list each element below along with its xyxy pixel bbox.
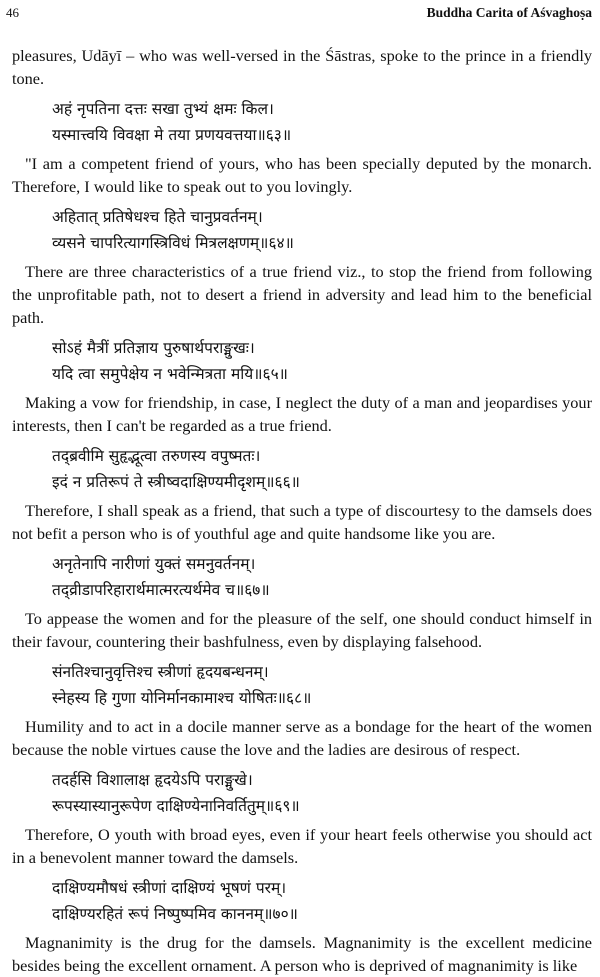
page-number: 46 [6, 5, 19, 20]
sanskrit-verse-66 [12, 443, 592, 495]
paragraph: Humility and to act in a docile manner serve as a bondage for the heart of the women because the noble virtues cause the love and the ladies are desirous of respect. [12, 717, 592, 759]
sanskrit-verse-63 [12, 96, 592, 148]
page-body [12, 44, 592, 977]
verse-line: अनृतेनापि नारीणां युक्तं समनुवर्तनम्। [52, 555, 256, 573]
verse-line: दाक्षिण्यमौषधं स्त्रीणां दाक्षिण्यं भूषणं परम्। [52, 879, 287, 897]
sanskrit-verse-65 [12, 335, 592, 387]
sanskrit-verse-70 [12, 875, 592, 927]
verse-line: संनतिश्चानुवृत्तिश्च स्त्रीणां हृदयबन्धनम्। [52, 663, 269, 681]
paragraph: Therefore, O youth with broad eyes, even if your heart feels otherwise you should act in a benevolent manner toward the damsels. [12, 825, 592, 867]
running-title: Buddha Carita of Aśvaghoṣa [426, 5, 592, 20]
verse-line: यस्मात्त्वयि विवक्षा मे तया प्रणयवत्तया॥६३॥ [52, 126, 292, 144]
verse-line: तदर्हसि विशालाक्ष हृदयेऽपि पराङ्मुखे। [52, 771, 253, 789]
sanskrit-verse-69 [12, 767, 592, 819]
page-header [6, 3, 592, 25]
verse-line: रूपस्यास्यानुरूपेण दाक्षिण्येनानिवर्तितुम्॥६९॥ [52, 797, 300, 815]
paragraph: Magnanimity is the drug for the damsels. Magnanimity is the excellent medicine besides being the excellent ornament. A person who is deprived of magnanimity is like [12, 933, 592, 975]
paragraph: There are three characteristics of a true friend viz., to stop the friend from following the unprofitable path, not to desert a friend in adversity and lead him to the beneficial path. [12, 262, 592, 327]
verse-line: इदं न प्रतिरूपं ते स्त्रीष्वदाक्षिण्यमीदृशम्॥६६॥ [52, 473, 300, 491]
paragraph: Therefore, I shall speak as a friend, that such a type of discourtesy to the damsels does not befit a person who is of youthful age and quite handsome like you are. [12, 501, 592, 543]
paragraph: Making a vow for friendship, in case, I neglect the duty of a man and jeopardises your interests, then I can't be regarded as a true friend. [12, 393, 592, 435]
verse-line: तद्ब्रवीमि सुहृद्भूत्वा तरुणस्य वपुष्मतः। [52, 447, 261, 465]
verse-line: तद्व्रीडापरिहारार्थमात्मरत्यर्थमेव च॥६७॥ [52, 581, 270, 599]
paragraph: pleasures, Udāyī – who was well-versed in the Śāstras, spoke to the prince in a friendly tone. [12, 46, 592, 88]
verse-line: अहं नृपतिना दत्तः सखा तुभ्यं क्षमः किल। [52, 100, 274, 118]
paragraph: To appease the women and for the pleasure of the self, one should conduct himself in their favour, countering their bashfulness, even by displaying falsehood. [12, 609, 592, 651]
sanskrit-verse-64 [12, 204, 592, 256]
verse-line: यदि त्वा समुपेक्षेय न भवेन्मित्रता मयि॥६५॥ [52, 365, 288, 383]
verse-line: व्यसने चापरित्यागस्त्रिविधं मित्रलक्षणम्॥६४॥ [52, 234, 294, 252]
verse-line: दाक्षिण्यरहितं रूपं निष्पुष्पमिव काननम्॥७०॥ [52, 905, 298, 923]
paragraph: "I am a competent friend of yours, who has been specially deputed by the monarch. Therefore, I would like to speak out to you lovingly. [12, 154, 592, 196]
verse-line: सोऽहं मैत्रीं प्रतिज्ञाय पुरुषार्थपराङ्मुखः। [52, 339, 255, 357]
sanskrit-verse-67 [12, 551, 592, 603]
sanskrit-verse-68 [12, 659, 592, 711]
verse-line: अहितात् प्रतिषेधश्च हिते चानुप्रवर्तनम्। [52, 208, 263, 226]
verse-line: स्नेहस्य हि गुणा योनिर्मानकामाश्च योषितः॥६८॥ [52, 689, 312, 707]
